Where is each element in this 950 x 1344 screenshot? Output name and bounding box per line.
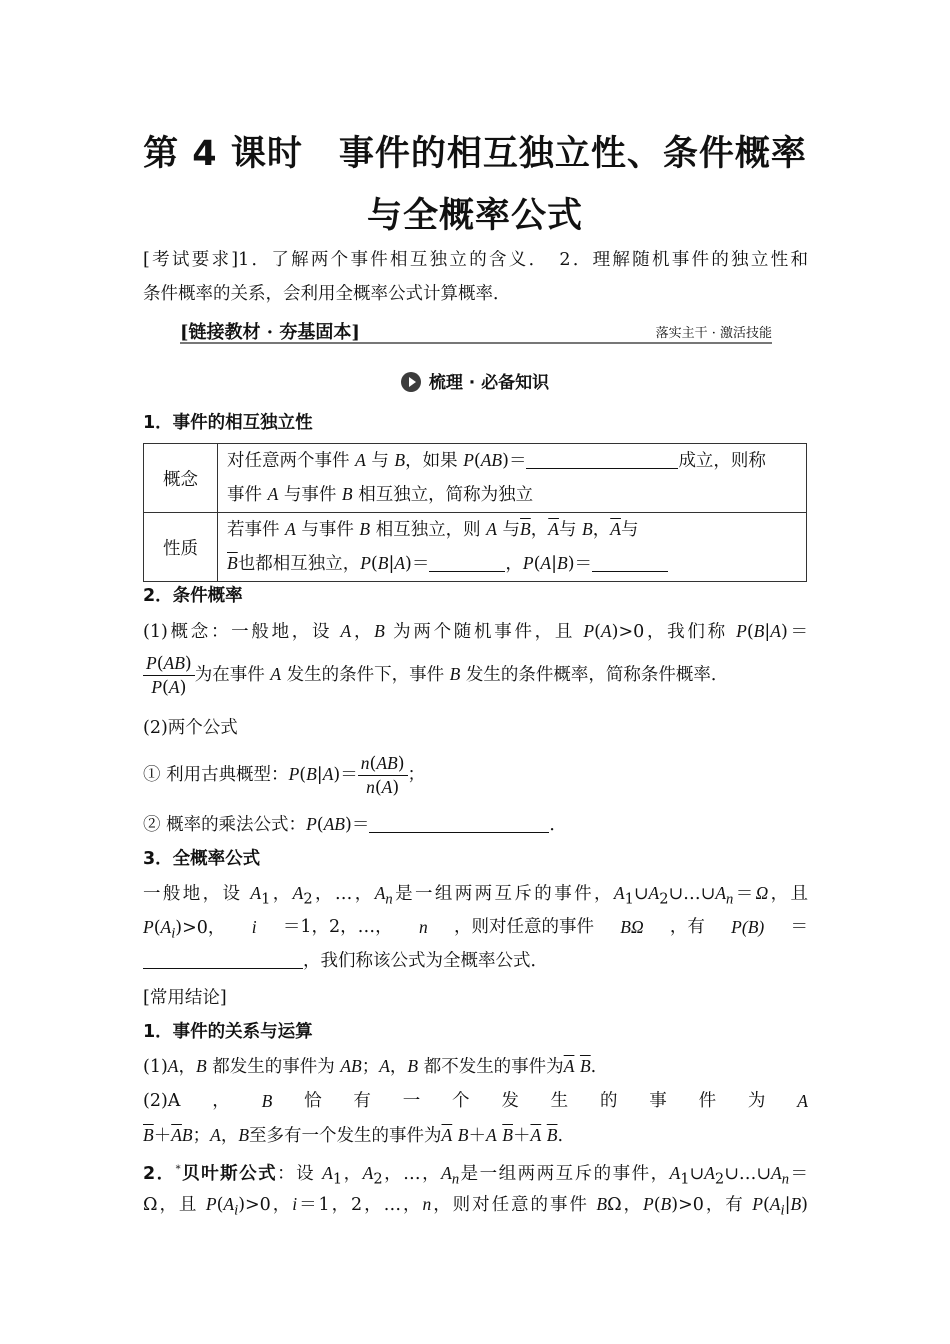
page-title: 第 4 课时 事件的相互独立性、条件概率 [143, 134, 807, 174]
section-title: 梳理 · 必备知识 [428, 373, 550, 393]
requirements-text: 1．了解两个事件相互独立的含义． 2．理解随机事件的独立性和 [238, 250, 808, 270]
s3-line2: $P(A_i)>0$， i ＝1，2，…， n ，则对任意的事件 BΩ ，有 P(B) ＝ [143, 917, 808, 942]
fill-blank [143, 950, 303, 969]
bayes-line1: 2．*贝叶斯公式：设 $A_1$，$A_2$，…，$A_n$是一组两两互斥的事件，$A_1\cup A_2\cup\dots\cup A_n=$ [143, 1162, 809, 1188]
requirements-line2: 条件概率的关系，会利用全概率公式计算概率． [143, 284, 511, 304]
chapter-banner [180, 318, 772, 344]
conclusions-label: [常用结论] [143, 988, 227, 1008]
section-heading [0, 368, 950, 393]
fill-blank [369, 814, 549, 833]
s2-formulas: (2)两个公式 [143, 718, 238, 738]
conclusion-2: (2)A ， B 恰 有 一 个 发 生 的 事 件 为 A [143, 1091, 808, 1111]
conclusion-1: (1)A，B 都发生的事件为 AB；A，B 都不发生的事件为$\overline{A}$ $\overline{B}$. [143, 1056, 597, 1077]
formula-2: ② 概率的乘法公式：P(AB)＝ ． [143, 814, 567, 835]
fraction: $\frac{P(AB)}{P(A)}$ [143, 652, 195, 699]
fill-blank [592, 553, 668, 572]
conclusion-2-cont: $\overline{B}+\overline{A}B$；A，B至多有一个发生的事件为$\overline{A}$ B＋A $\overline{B}+\overline{A}$ $\overline{B}$. [143, 1125, 564, 1146]
s2-concept: (1)概念：一般地，设 A，B 为两个随机事件，且 P(A)>0，我们称 P(B|A)＝ [143, 621, 809, 642]
s1-heading: 1．事件的相互独立性 [143, 413, 313, 433]
table-row [144, 513, 807, 582]
fraction: $\frac{n(AB)}{n(A)}$ [358, 752, 408, 799]
s3-line3: ，我们称该公式为全概率公式． [143, 949, 808, 973]
table-head: 性质 [144, 513, 218, 582]
table-cell: 对任意两个事件 A 与 B，如果 P(AB)＝ 成立，则称 事件 A 与事件 B 相互独立，简称为独立 [218, 444, 807, 513]
play-icon [401, 372, 421, 392]
table-row [144, 444, 807, 513]
table-cell: 若事件 A 与事件 B 相互独立，则 A 与$\overline{B}$，$\overline{A}$与 B，$\overline{A}$与 $\overline{B}$也都相互独立，P(B|A)＝ ，P(A|B)＝ [218, 513, 807, 582]
s3-heading: 3．全概率公式 [143, 849, 261, 869]
requirements-label: [考试要求] [143, 250, 239, 270]
page-title-line2: 与全概率公式 [366, 196, 583, 236]
fill-blank [429, 553, 505, 572]
s2-concept-cont: $\frac{P(AB)}{P(A)}$ 为在事件 A 发生的条件下，事件 B 发生的条件概率，简称条件概率． [143, 652, 808, 699]
independence-table [143, 443, 807, 582]
banner-left: [链接教材 · 夯基固本] [180, 322, 360, 343]
s2-heading: 2．条件概率 [143, 586, 243, 606]
fill-blank [526, 450, 678, 469]
banner-right: 落实主干 · 激活技能 [655, 326, 772, 341]
conclusion-heading-1: 1．事件的关系与运算 [143, 1022, 313, 1042]
formula-1: ① 利用古典概型：P(B|A)＝ $\frac{n(AB)}{n(A)}$ ； [143, 753, 426, 798]
bayes-line2: Ω，且 $P(A_i)>0$，i＝1，2，…，n，则对任意的事件 BΩ，P(B)>0，有 $P(A_i|B)$ [143, 1194, 808, 1219]
requirements-line1 [143, 248, 808, 272]
s3-line1: 一般地，设 $A_1$，$A_2$，…，$A_n$是一组两两互斥的事件，$A_1\cup A_2\cup\dots\cup A_n=\Omega$，且 [143, 883, 809, 908]
table-head: 概念 [144, 444, 218, 513]
